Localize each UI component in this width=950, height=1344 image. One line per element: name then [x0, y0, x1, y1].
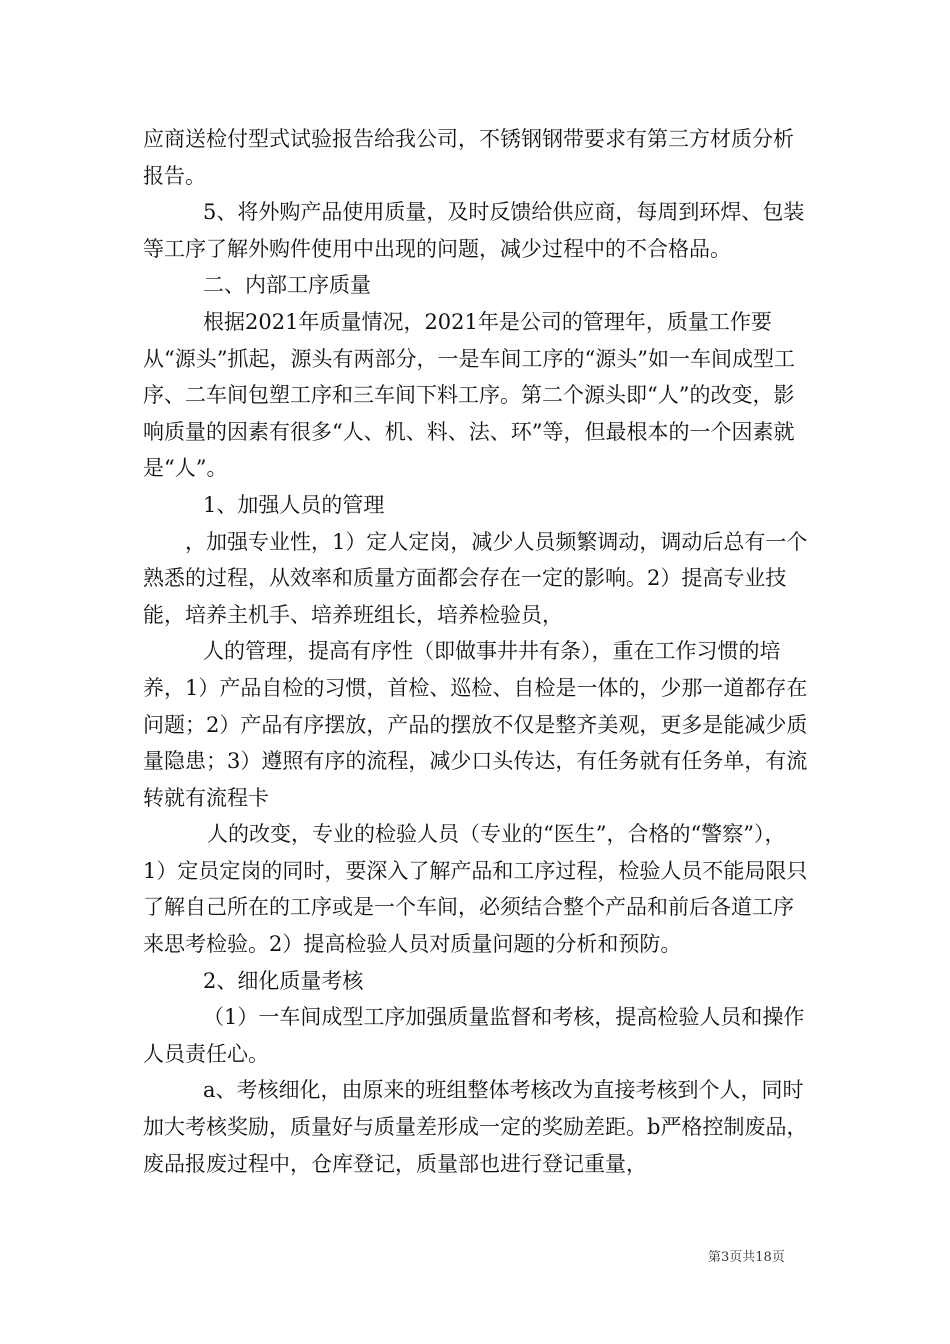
paragraph-inspectors: 人的改变，专业的检验人员（专业的“医生”，合格的“警察”），1）定员定岗的同时，要深入了解产品和工序过程，检验人员不能局限只了解自己所在的工序或是一个车间，必须结合整个产品和前后各道工序来思考检验。2）提高检验人员对质量问题的分析和预防。 — [143, 822, 808, 957]
page-number-footer: 第3页共18页 — [708, 1250, 785, 1265]
subheading-personnel-management: 1、加强人员的管理 — [203, 492, 385, 517]
paragraph-continuation: 应商送检付型式试验报告给我公司，不锈钢钢带要求有第三方材质分析报告。 — [143, 127, 794, 188]
paragraph-overview: 根据2021年质量情况，2021年是公司的管理年，质量工作要从“源头”抓起，源头有两部分，一是车间工序的“源头”如一车间成型工序、二车间包塑工序和三车间下料工序。第二个源头即“人”的改变，影响质量的因素有很多“人、机、料、法、环”等，但最根本的一个因素就是“人”。 — [143, 309, 795, 481]
paragraph-assessment-details: a、考核细化，由原来的班组整体考核改为直接考核到个人，同时加大考核奖励，质量好与质量差形成一定的奖励差距。b严格控制废品，废品报废过程中，仓库登记，质量部也进行登记重量， — [143, 1078, 808, 1176]
paragraph-workshop-one: （1）一车间成型工序加强质量监督和考核，提高检验人员和操作人员责任心。 — [143, 1005, 805, 1066]
body-text — [143, 121, 808, 1182]
paragraph-orderliness: 人的管理，提高有序性（即做事井井有条），重在工作习惯的培养，1）产品自检的习惯，首检、巡检、自检是一体的，少那一道都存在问题；2）产品有序摆放，产品的摆放不仅是整齐美观，更多是能减少质量隐患；3）遵照有序的流程，减少口头传达，有任务就有任务单，有流转就有流程卡 — [143, 639, 808, 810]
section-heading-internal-process-quality: 二、内部工序质量 — [203, 273, 371, 298]
paragraph-item-5: 5、将外购产品使用质量，及时反馈给供应商，每周到环焊、包装等工序了解外购件使用中出现的问题，减少过程中的不合格品。 — [143, 200, 805, 261]
subheading-quality-assessment: 2、细化质量考核 — [203, 968, 364, 993]
paragraph-professionalism: ，加强专业性，1）定人定岗，减少人员频繁调动，调动后总有一个熟悉的过程，从效率和质量方面都会存在一定的影响。2）提高专业技能，培养主机手、培养班组长，培养检验员， — [143, 529, 808, 627]
